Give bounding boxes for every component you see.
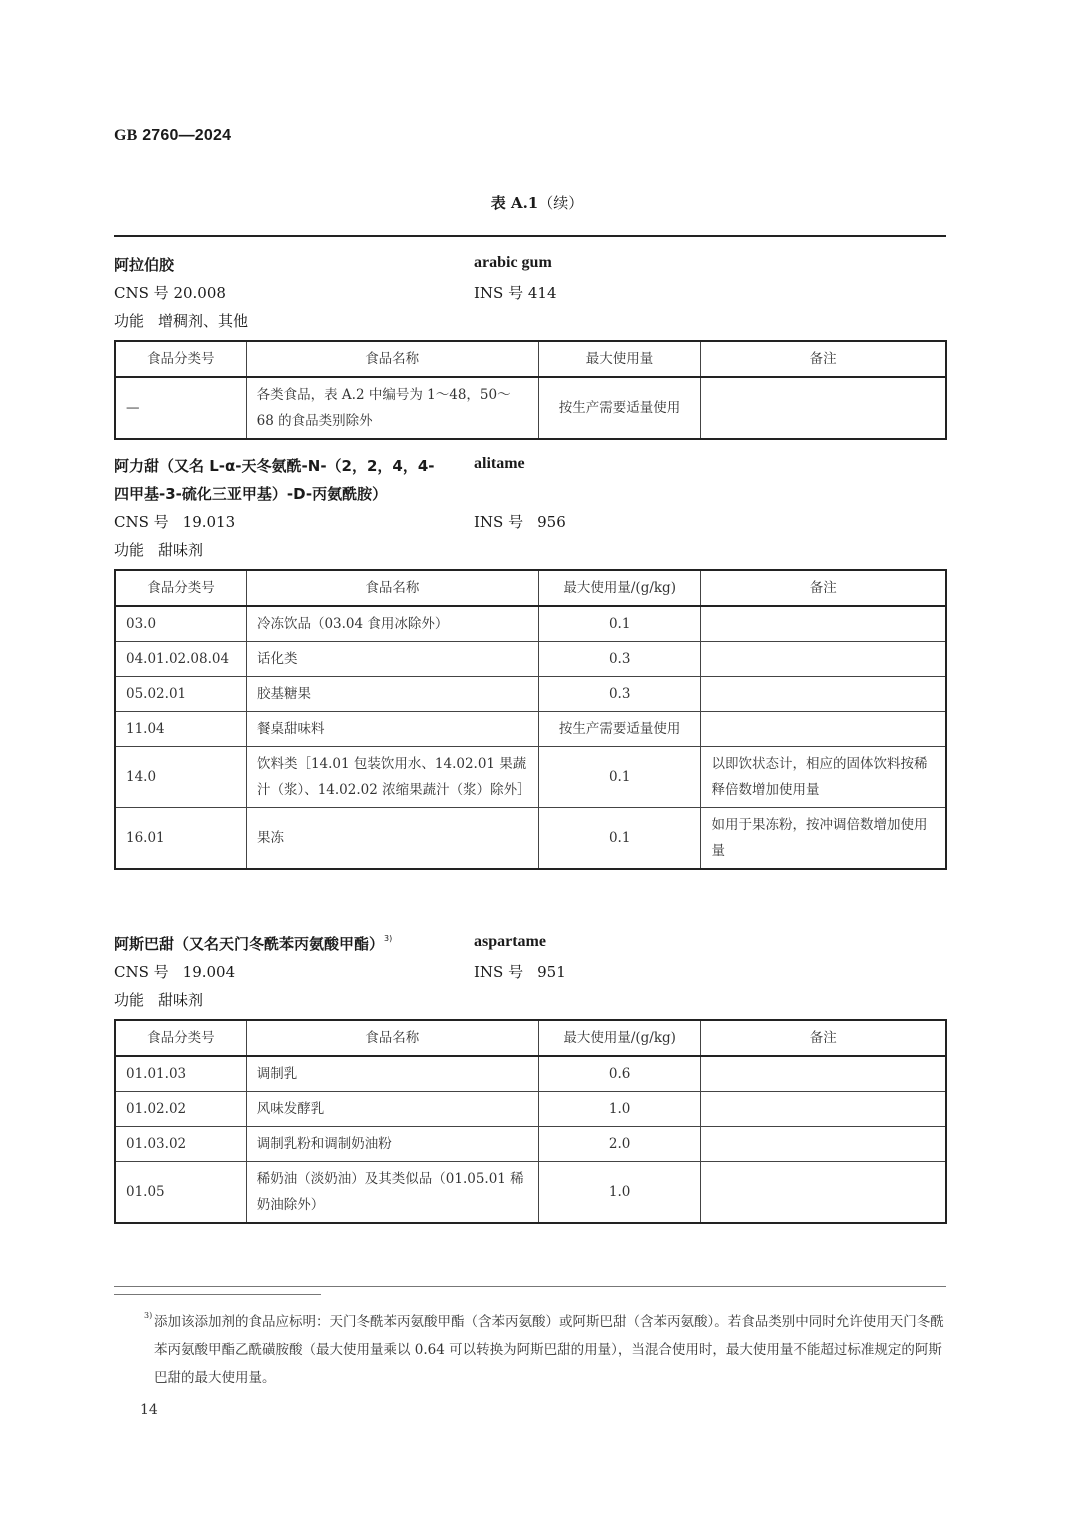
ins-number <box>474 511 566 532</box>
category-code: 03.0 <box>115 606 246 642</box>
usage-table-arabic-gum <box>114 340 947 440</box>
table-row <box>115 677 946 712</box>
footnote-text: 添加该添加剂的食品应标明：天门冬酰苯丙氨酸甲酯（含苯丙氨酸）或阿斯巴甜（含苯丙氨酸）。若食品类别中同时允许使用天门冬酰苯丙氨酸甲酯乙酰磺胺酸（最大使用量乘以 0.64 可以转换为阿斯巴甜的用量），当混合使用时，最大使用量不能超过标准规定的阿斯巴甜的最大使用量。 <box>154 1314 944 1386</box>
category-code: 05.02.01 <box>115 677 246 712</box>
table-row <box>115 1127 946 1162</box>
table-header-row <box>115 1020 946 1056</box>
category-code: 01.01.03 <box>115 1056 246 1092</box>
footer-divider <box>114 1286 946 1287</box>
ins-label: INS 号 <box>474 513 524 531</box>
function <box>114 989 203 1010</box>
note <box>701 377 946 439</box>
top-rule <box>114 235 946 237</box>
footnote-mark: 3) <box>144 1311 153 1320</box>
ins-value: 951 <box>537 963 566 981</box>
cns-label: CNS 号 <box>114 513 169 531</box>
food-name: 风味发酵乳 <box>246 1092 538 1127</box>
max-usage: 0.3 <box>538 677 701 712</box>
max-usage: 1.0 <box>538 1092 701 1127</box>
food-name: 调制乳 <box>246 1056 538 1092</box>
cns-number <box>114 961 235 982</box>
food-name: 果冻 <box>246 808 538 870</box>
function-label: 功能 <box>114 541 145 559</box>
header-note: 备注 <box>701 570 946 606</box>
header-food-name: 食品名称 <box>246 341 538 377</box>
header-note: 备注 <box>701 1020 946 1056</box>
max-usage: 2.0 <box>538 1127 701 1162</box>
table-row <box>115 377 946 439</box>
footnote <box>144 1308 947 1392</box>
additive-cn-name: 阿拉伯胶 <box>114 256 175 274</box>
category-code: 16.01 <box>115 808 246 870</box>
note <box>701 1127 946 1162</box>
usage-table-aspartame <box>114 1019 947 1224</box>
max-usage: 0.1 <box>538 808 701 870</box>
function <box>114 310 248 331</box>
additive-cn-name-line-2: 四甲基-3-硫化三亚甲基）-D-丙氨酰胺） <box>114 485 388 503</box>
header-food-name: 食品名称 <box>246 1020 538 1056</box>
footnote-separator <box>114 1294 321 1295</box>
header-category-code: 食品分类号 <box>115 1020 246 1056</box>
note <box>701 712 946 747</box>
header-max-usage: 最大使用量/(g/kg) <box>538 570 701 606</box>
category-code: 01.03.02 <box>115 1127 246 1162</box>
function-value: 增稠剂、其他 <box>158 312 249 330</box>
additive-en-name: aspartame <box>474 933 546 950</box>
additive-cn-name-text: 阿斯巴甜（又名天门冬酰苯丙氨酸甲酯） <box>114 935 385 953</box>
food-name: 话化类 <box>246 642 538 677</box>
cns-number <box>114 511 235 532</box>
table-row <box>115 808 946 870</box>
ins-number <box>474 961 566 982</box>
food-name: 胶基糖果 <box>246 677 538 712</box>
table-row <box>115 747 946 808</box>
note: 以即饮状态计，相应的固体饮料按稀释倍数增加使用量 <box>701 747 946 808</box>
cns-value: 19.004 <box>182 963 236 981</box>
header-food-name: 食品名称 <box>246 570 538 606</box>
ins-label: INS 号 <box>474 284 524 302</box>
standard-prefix: GB <box>114 127 138 144</box>
cns-label: CNS 号 <box>114 284 169 302</box>
table-row <box>115 712 946 747</box>
table-header-row <box>115 570 946 606</box>
max-usage: 0.3 <box>538 642 701 677</box>
note <box>701 642 946 677</box>
additive-cn-name <box>114 933 392 954</box>
category-code: 01.05 <box>115 1162 246 1224</box>
max-usage: 0.1 <box>538 606 701 642</box>
max-usage: 按生产需要适量使用 <box>538 712 701 747</box>
max-usage: 1.0 <box>538 1162 701 1224</box>
function-value: 甜味剂 <box>158 541 204 559</box>
standard-number: 2760—2024 <box>142 127 232 144</box>
category-code: 14.0 <box>115 747 246 808</box>
footnote-reference[interactable]: 3) <box>384 934 393 943</box>
function <box>114 539 203 560</box>
table-caption-continued: （续） <box>538 194 584 212</box>
cns-number <box>114 282 226 303</box>
category-code: 04.01.02.08.04 <box>115 642 246 677</box>
food-name: 餐桌甜味料 <box>246 712 538 747</box>
additive-cn-name-line-1: 阿力甜（又名 L-α-天冬氨酰-N-（2，2，4，4- <box>114 457 435 475</box>
note <box>701 1056 946 1092</box>
note <box>701 606 946 642</box>
header-note: 备注 <box>701 341 946 377</box>
page-number: 14 <box>140 1402 158 1418</box>
note <box>701 677 946 712</box>
cns-label: CNS 号 <box>114 963 169 981</box>
food-name: 冷冻饮品（03.04 食用冰除外） <box>246 606 538 642</box>
table-row <box>115 1162 946 1224</box>
food-name: 稀奶油（淡奶油）及其类似品（01.05.01 稀奶油除外） <box>246 1162 538 1224</box>
additive-en-name: arabic gum <box>474 254 552 271</box>
category-code: — <box>115 377 246 439</box>
max-usage: 0.6 <box>538 1056 701 1092</box>
table-row <box>115 1056 946 1092</box>
table-caption-label: 表 A.1 <box>490 194 539 212</box>
ins-label: INS 号 <box>474 963 524 981</box>
note <box>701 1092 946 1127</box>
header-category-code: 食品分类号 <box>115 570 246 606</box>
additive-entry-arabic-gum <box>114 254 946 338</box>
function-label: 功能 <box>114 991 145 1009</box>
header-max-usage: 最大使用量/(g/kg) <box>538 1020 701 1056</box>
food-name: 各类食品，表 A.2 中编号为 1～48，50～68 的食品类别除外 <box>246 377 538 439</box>
ins-number <box>474 282 557 303</box>
function-label: 功能 <box>114 312 145 330</box>
ins-value: 414 <box>527 284 557 302</box>
header-category-code: 食品分类号 <box>115 341 246 377</box>
note <box>701 1162 946 1224</box>
function-value: 甜味剂 <box>158 991 204 1009</box>
cns-value: 20.008 <box>173 284 226 302</box>
table-row <box>115 1092 946 1127</box>
max-usage: 按生产需要适量使用 <box>538 377 701 439</box>
usage-table-alitame <box>114 569 947 870</box>
additive-entry-aspartame <box>114 933 946 1017</box>
table-row <box>115 606 946 642</box>
category-code: 01.02.02 <box>115 1092 246 1127</box>
food-name: 饮料类［14.01 包装饮用水、14.02.01 果蔬汁（浆）、14.02.02 浓缩果蔬汁（浆）除外］ <box>246 747 538 808</box>
table-caption <box>0 192 1074 213</box>
additive-en-name: alitame <box>474 455 525 472</box>
cns-value: 19.013 <box>182 513 236 531</box>
note: 如用于果冻粉，按冲调倍数增加使用量 <box>701 808 946 870</box>
standard-code <box>114 127 231 145</box>
food-name: 调制乳粉和调制奶油粉 <box>246 1127 538 1162</box>
max-usage: 0.1 <box>538 747 701 808</box>
ins-value: 956 <box>537 513 566 531</box>
category-code: 11.04 <box>115 712 246 747</box>
table-row <box>115 642 946 677</box>
additive-entry-alitame <box>114 455 946 567</box>
header-max-usage: 最大使用量 <box>538 341 701 377</box>
table-header-row <box>115 341 946 377</box>
